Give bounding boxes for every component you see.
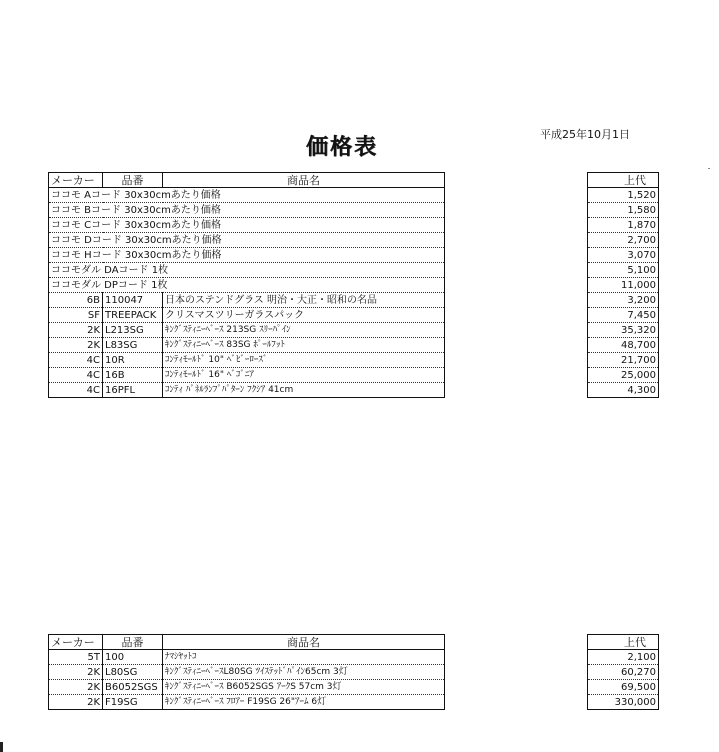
price-cell: 3,070 — [588, 248, 659, 263]
product-description: ココモダル DPコード 1枚 — [49, 278, 445, 293]
product-description: ココモ Dコード 30x30cmあたり価格 — [49, 233, 445, 248]
name-header: 商品名 — [163, 635, 445, 650]
code-cell: B6052SGS — [103, 680, 163, 695]
code-cell: L213SG — [103, 323, 163, 338]
table-row — [49, 680, 659, 695]
table-row — [49, 383, 659, 398]
name-cell: ｷﾝｸﾞｽﾃｨﾆｰﾍﾞｰｽ 83SG ﾎﾟｰﾙﾌｯﾄ — [163, 338, 445, 353]
price-cell: 3,200 — [588, 293, 659, 308]
table-row — [49, 218, 659, 233]
name-cell: ｷﾝｸﾞｽﾃｨﾆｰﾍﾞｰｽ B6052SGS ｱｰｸS 57cm 3灯 — [163, 680, 445, 695]
price-table-2 — [48, 634, 659, 710]
product-description: ココモダル DAコード 1枚 — [49, 263, 445, 278]
price-table-1 — [48, 172, 659, 398]
code-cell: L83SG — [103, 338, 163, 353]
price-cell: 69,500 — [588, 680, 659, 695]
code-header: 品番 — [103, 173, 163, 188]
price-cell: 4,300 — [588, 383, 659, 398]
code-cell: L80SG — [103, 665, 163, 680]
price-cell: 48,700 — [588, 338, 659, 353]
table-header-row — [49, 173, 659, 188]
name-cell: ｷﾝｸﾞｽﾃｨﾆｰﾍﾞｰｽ 213SG ｽﾘｰﾊﾟｲﾝ — [163, 323, 445, 338]
scan-speck — [708, 168, 710, 169]
table-row — [49, 665, 659, 680]
price-cell: 2,700 — [588, 233, 659, 248]
name-cell: 日本のステンドグラス 明治・大正・昭和の名品 — [163, 293, 445, 308]
maker-cell: 6B — [49, 293, 103, 308]
code-cell: 16PFL — [103, 383, 163, 398]
maker-cell: 2K — [49, 695, 103, 710]
code-cell: 100 — [103, 650, 163, 665]
code-cell: 10R — [103, 353, 163, 368]
price-cell: 1,580 — [588, 203, 659, 218]
price-cell: 60,270 — [588, 665, 659, 680]
table-row — [49, 263, 659, 278]
code-cell: TREEPACK — [103, 308, 163, 323]
product-description: ココモ Aコード 30x30cmあたり価格 — [49, 188, 445, 203]
table-row — [49, 353, 659, 368]
price-cell: 25,000 — [588, 368, 659, 383]
code-cell: 16B — [103, 368, 163, 383]
table-row — [49, 203, 659, 218]
table-row — [49, 308, 659, 323]
name-cell: ｺﾝﾃｨ ﾊﾟﾈﾙﾗﾝﾌﾟﾊﾟﾀｰﾝ ﾌｸｼｱ 41cm — [163, 383, 445, 398]
product-description: ココモ Cコード 30x30cmあたり価格 — [49, 218, 445, 233]
table-row — [49, 293, 659, 308]
price-cell: 2,100 — [588, 650, 659, 665]
maker-cell: 2K — [49, 680, 103, 695]
maker-cell: 4C — [49, 368, 103, 383]
maker-cell: 2K — [49, 338, 103, 353]
blank-column — [445, 635, 588, 650]
table-row — [49, 278, 659, 293]
table-row — [49, 323, 659, 338]
code-cell: F19SG — [103, 695, 163, 710]
name-cell: ｺﾝﾃｨﾓｰﾙﾄﾞ 16" ﾍﾞｺﾞﾆｱ — [163, 368, 445, 383]
price-cell: 7,450 — [588, 308, 659, 323]
price-cell: 5,100 — [588, 263, 659, 278]
name-cell: ｷﾝｸﾞｽﾃｨﾆｰﾍﾞｰｽ ﾌﾛｱｰ F19SG 26"ｱｰﾑ 6灯 — [163, 695, 445, 710]
maker-cell: 5T — [49, 650, 103, 665]
name-cell: クリスマスツリーガラスパック — [163, 308, 445, 323]
blank-column — [445, 173, 588, 188]
page-title: 価格表 — [306, 134, 379, 160]
price-cell: 1,520 — [588, 188, 659, 203]
maker-cell: SF — [49, 308, 103, 323]
table-row — [49, 650, 659, 665]
price-cell: 35,320 — [588, 323, 659, 338]
scan-edge-mark — [0, 742, 3, 752]
maker-header: メーカー — [49, 173, 103, 188]
name-header: 商品名 — [163, 173, 445, 188]
name-cell: ｷﾝｸﾞｽﾃｨﾆｰﾍﾞｰｽL80SG ﾂｲｽﾃｯﾄﾞﾊﾟｲﾝ65cm 3灯 — [163, 665, 445, 680]
table-row — [49, 368, 659, 383]
code-header: 品番 — [103, 635, 163, 650]
table-row — [49, 695, 659, 710]
price-cell: 21,700 — [588, 353, 659, 368]
maker-cell: 2K — [49, 665, 103, 680]
price-header: 上代 — [588, 635, 659, 650]
table-row — [49, 338, 659, 353]
code-cell: 110047 — [103, 293, 163, 308]
price-header: 上代 — [588, 173, 659, 188]
price-cell: 1,870 — [588, 218, 659, 233]
maker-cell: 4C — [49, 353, 103, 368]
table-row — [49, 188, 659, 203]
date-label: 平成25年10月1日 — [540, 128, 630, 141]
table-row — [49, 248, 659, 263]
product-description: ココモ Bコード 30x30cmあたり価格 — [49, 203, 445, 218]
table-header-row — [49, 635, 659, 650]
name-cell: ｺﾝﾃｨﾓｰﾙﾄﾞ 10" ﾍﾞﾋﾞｰﾛｰｽﾞ — [163, 353, 445, 368]
table-row — [49, 233, 659, 248]
price-cell: 11,000 — [588, 278, 659, 293]
maker-cell: 4C — [49, 383, 103, 398]
name-cell: ﾅﾏｼﾔｯﾄｺ — [163, 650, 445, 665]
product-description: ココモ Hコード 30x30cmあたり価格 — [49, 248, 445, 263]
maker-cell: 2K — [49, 323, 103, 338]
price-cell: 330,000 — [588, 695, 659, 710]
maker-header: メーカー — [49, 635, 103, 650]
